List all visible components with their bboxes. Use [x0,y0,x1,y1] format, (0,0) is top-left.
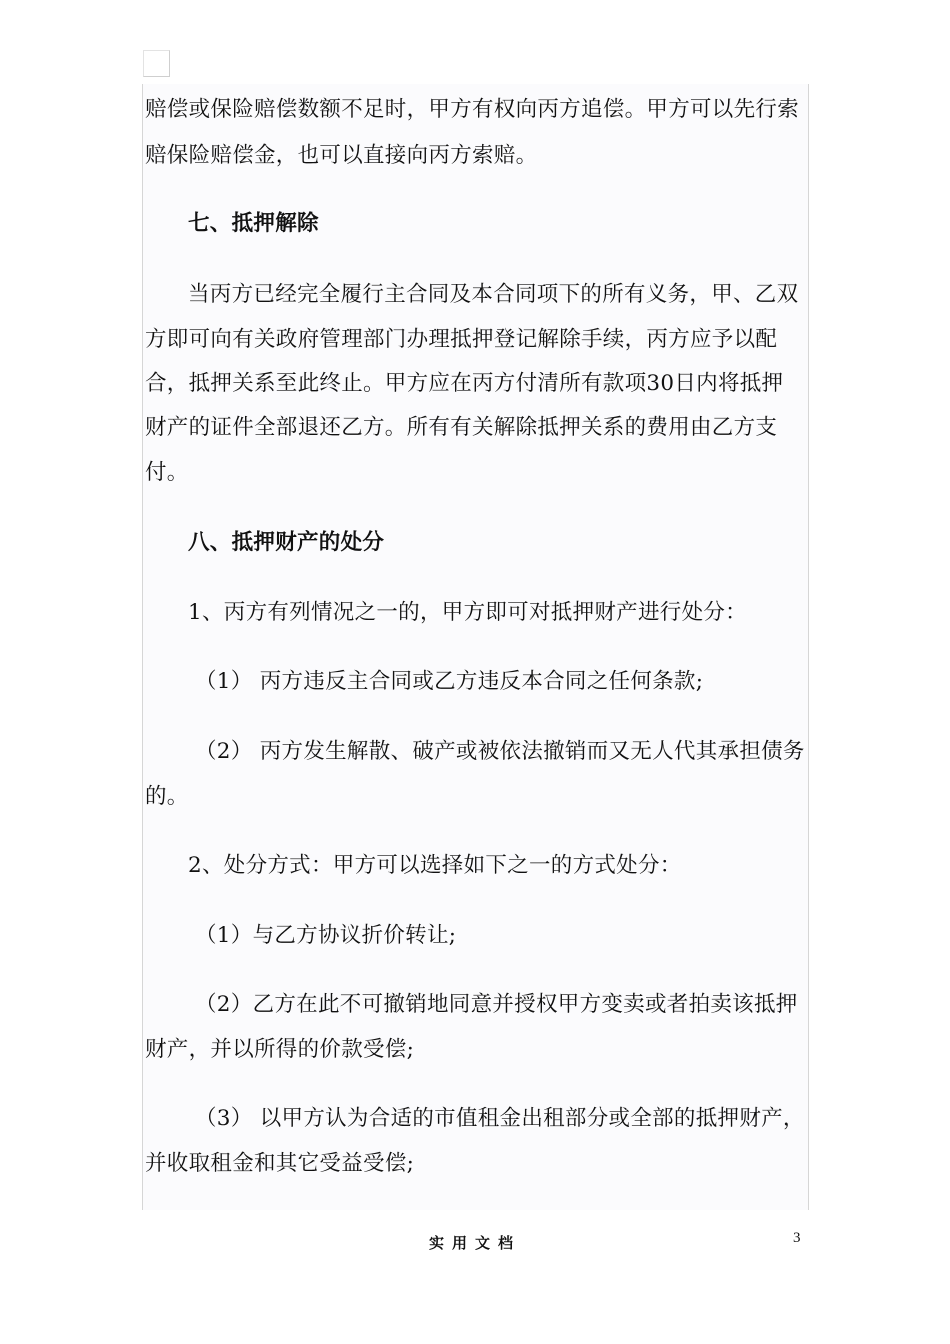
clause-item-line: 的。 [145,784,189,809]
clause-item-line: 财产，并以所得的价款受偿; [145,1037,415,1062]
section-heading-8: 八、抵押财产的处分 [188,530,385,555]
paragraph-line: 赔偿或保险赔偿数额不足时，甲方有权向丙方追偿。甲方可以先行索 [145,97,800,122]
paragraph-line: 财产的证件全部退还乙方。所有有关解除抵押关系的费用由乙方支 [145,415,778,440]
paragraph-line: 当丙方已经完全履行主合同及本合同项下的所有义务，甲、乙双 [188,282,799,307]
clause-line: 2、处分方式：甲方可以选择如下之一的方式处分： [188,853,682,878]
clause-item-line: （1） 丙方违反主合同或乙方违反本合同之任何条款; [195,669,704,694]
section-heading-7: 七、抵押解除 [188,211,319,236]
clause-item-line: 并收取租金和其它受益受偿; [145,1151,415,1176]
clause-item-line: （2） 丙方发生解散、破产或被依法撤销而又无人代其承担债务 [195,739,805,764]
clause-line: 1、丙方有列情况之一的，甲方即可对抵押财产进行处分： [188,600,747,625]
clause-item-line: （3） 以甲方认为合适的市值租金出租部分或全部的抵押财产， [195,1106,805,1131]
footer-title: 实用文档 [428,1234,521,1252]
page-corner-mark [143,50,170,77]
paragraph-line: 付。 [145,460,189,485]
clause-item-line: （1）与乙方协议折价转让; [195,923,457,948]
paragraph-line: 合，抵押关系至此终止。甲方应在丙方付清所有款项30日内将抵押 [145,371,784,396]
page-number: 3 [793,1230,801,1246]
paragraph-line: 方即可向有关政府管理部门办理抵押登记解除手续，丙方应予以配 [145,327,778,352]
clause-item-line: （2）乙方在此不可撤销地同意并授权甲方变卖或者拍卖该抵押 [195,992,798,1017]
paragraph-line: 赔保险赔偿金，也可以直接向丙方索赔。 [145,143,538,168]
